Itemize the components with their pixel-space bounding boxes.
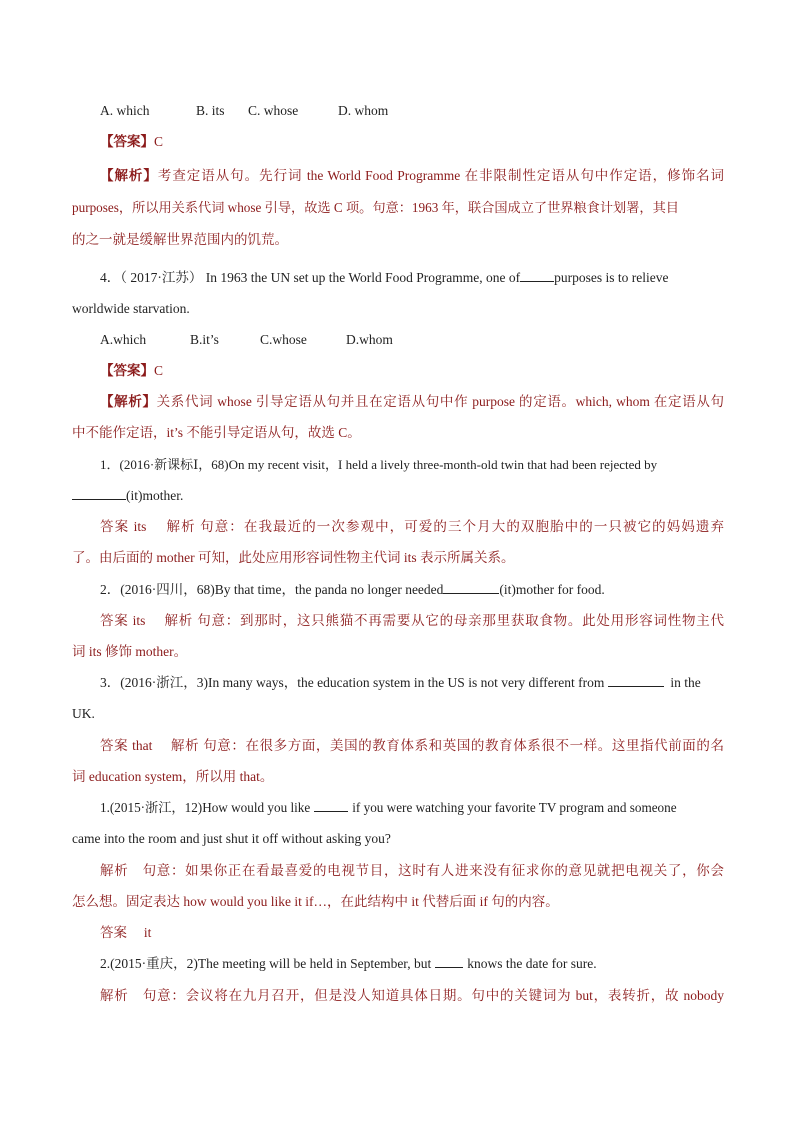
analysis-label: 【解析】 xyxy=(100,394,157,409)
analysis-line: 怎么想。固定表达 how would you like it if…，在此结构中 it 代替后面 if 句的内容。 xyxy=(72,894,559,909)
question-stem: UK. xyxy=(72,706,95,721)
analysis-line: 解析 句意：会议将在九月召开，但是没人知道具体日期。句中的关键词为 but，表转折，故 nobody xyxy=(100,988,724,1003)
question-text: if you were watching your favorite TV program and someone xyxy=(352,800,677,815)
option-c: C. whose xyxy=(248,103,299,118)
question-stem: came into the room and just shut it off without asking you? xyxy=(72,831,391,846)
analysis-line xyxy=(100,166,724,186)
question-text: (it)mother. xyxy=(126,488,184,503)
option-d: D. whom xyxy=(338,103,389,118)
question-text: 3．(2016·浙江，3)In many ways，the education system in the US is not very different from xyxy=(100,675,605,690)
question-text: knows the date for sure. xyxy=(467,956,597,971)
option-d: D.whom xyxy=(346,332,393,347)
question-text: 1.(2015·浙江，12)How would you like xyxy=(100,800,311,815)
analysis-line: 答案 its 解析 句意：到那时，这只熊猫不再需要从它的母亲那里获取食物。此处用形容词性物主代 xyxy=(100,613,724,628)
option-b: B. its xyxy=(196,103,225,118)
question-text: (it)mother for food. xyxy=(499,582,605,597)
analysis-label: 【解析】 xyxy=(100,168,158,183)
answer-blank xyxy=(520,268,554,282)
question-stem xyxy=(100,268,724,288)
question-stem xyxy=(100,673,724,693)
question-text: 4．（ 2017·江苏） In 1963 the UN set up the World Food Programme, one of xyxy=(100,270,521,285)
question-stem xyxy=(100,954,724,974)
answer-blank xyxy=(314,798,348,812)
analysis-line: 了。由后面的 mother 可知，此处应用形容词性物主代词 its 表示所属关系。 xyxy=(72,550,515,565)
answer-value: C xyxy=(154,134,164,149)
answer-blank xyxy=(443,580,499,594)
question-text: purposes is to relieve xyxy=(554,270,669,285)
question-stem xyxy=(100,580,724,600)
question-stem xyxy=(100,798,724,818)
question-stem xyxy=(72,486,724,506)
question-stem: worldwide starvation. xyxy=(72,301,190,316)
options-row xyxy=(100,330,724,350)
analysis-line xyxy=(100,392,724,412)
answer-row xyxy=(100,132,724,152)
analysis-text: 关系代词 whose 引导定语从句并且在定语从句中作 purpose 的定语。which, whom 在定语从句 xyxy=(156,394,724,409)
analysis-line: 答案 that 解析 句意：在很多方面，美国的教育体系和英国的教育体系很不一样。这里指代前面的名 xyxy=(100,738,724,753)
analysis-line: 解析 句意：如果你正在看最喜爱的电视节目，这时有人进来没有征求你的意见就把电视关了，你会 xyxy=(100,863,724,878)
option-a: A.which xyxy=(100,332,147,347)
question-text: in the xyxy=(670,675,701,690)
answer-blank xyxy=(608,673,664,687)
question-stem: 1．(2016·新课标Ⅰ，68)On my recent visit，I held a lively three-month-old twin that had been rejected by xyxy=(100,457,658,472)
analysis-line: purposes，所以用关系代词 whose 引导，故选 C 项。句意：1963 年，联合国成立了世界粮食计划署，其目 xyxy=(72,200,679,215)
answer-value: C xyxy=(154,363,164,378)
analysis-line: 词 its 修饰 mother。 xyxy=(72,644,188,659)
option-c: C.whose xyxy=(260,332,307,347)
analysis-line: 的之一就是缓解世界范围内的饥荒。 xyxy=(72,232,288,247)
answer-label: 【答案】 xyxy=(100,363,154,378)
question-text: 2．(2016·四川，68)By that time，the panda no longer needed xyxy=(100,582,444,597)
analysis-line: 答案 its 解析 句意：在我最近的一次参观中，可爱的三个月大的双胞胎中的一只被它的妈妈遗弃 xyxy=(100,519,724,534)
answer-label: 【答案】 xyxy=(100,134,154,149)
answer-blank xyxy=(435,954,463,968)
analysis-line: 中不能作定语，it’s 不能引导定语从句，故选 C。 xyxy=(72,425,361,440)
option-b: B.it’s xyxy=(190,332,219,347)
analysis-text: 考查定语从句。先行词 the World Food Programme 在非限制性定语从句中作定语，修饰名词 xyxy=(157,168,724,183)
option-a: A. which xyxy=(100,103,150,118)
answer-blank xyxy=(72,486,126,500)
question-text: 2.(2015·重庆，2)The meeting will be held in September, but xyxy=(100,956,432,971)
answer-row: 答案 it xyxy=(100,925,152,940)
analysis-line: 词 education system，所以用 that。 xyxy=(72,769,274,784)
options-row xyxy=(100,101,724,121)
answer-row xyxy=(100,361,724,381)
